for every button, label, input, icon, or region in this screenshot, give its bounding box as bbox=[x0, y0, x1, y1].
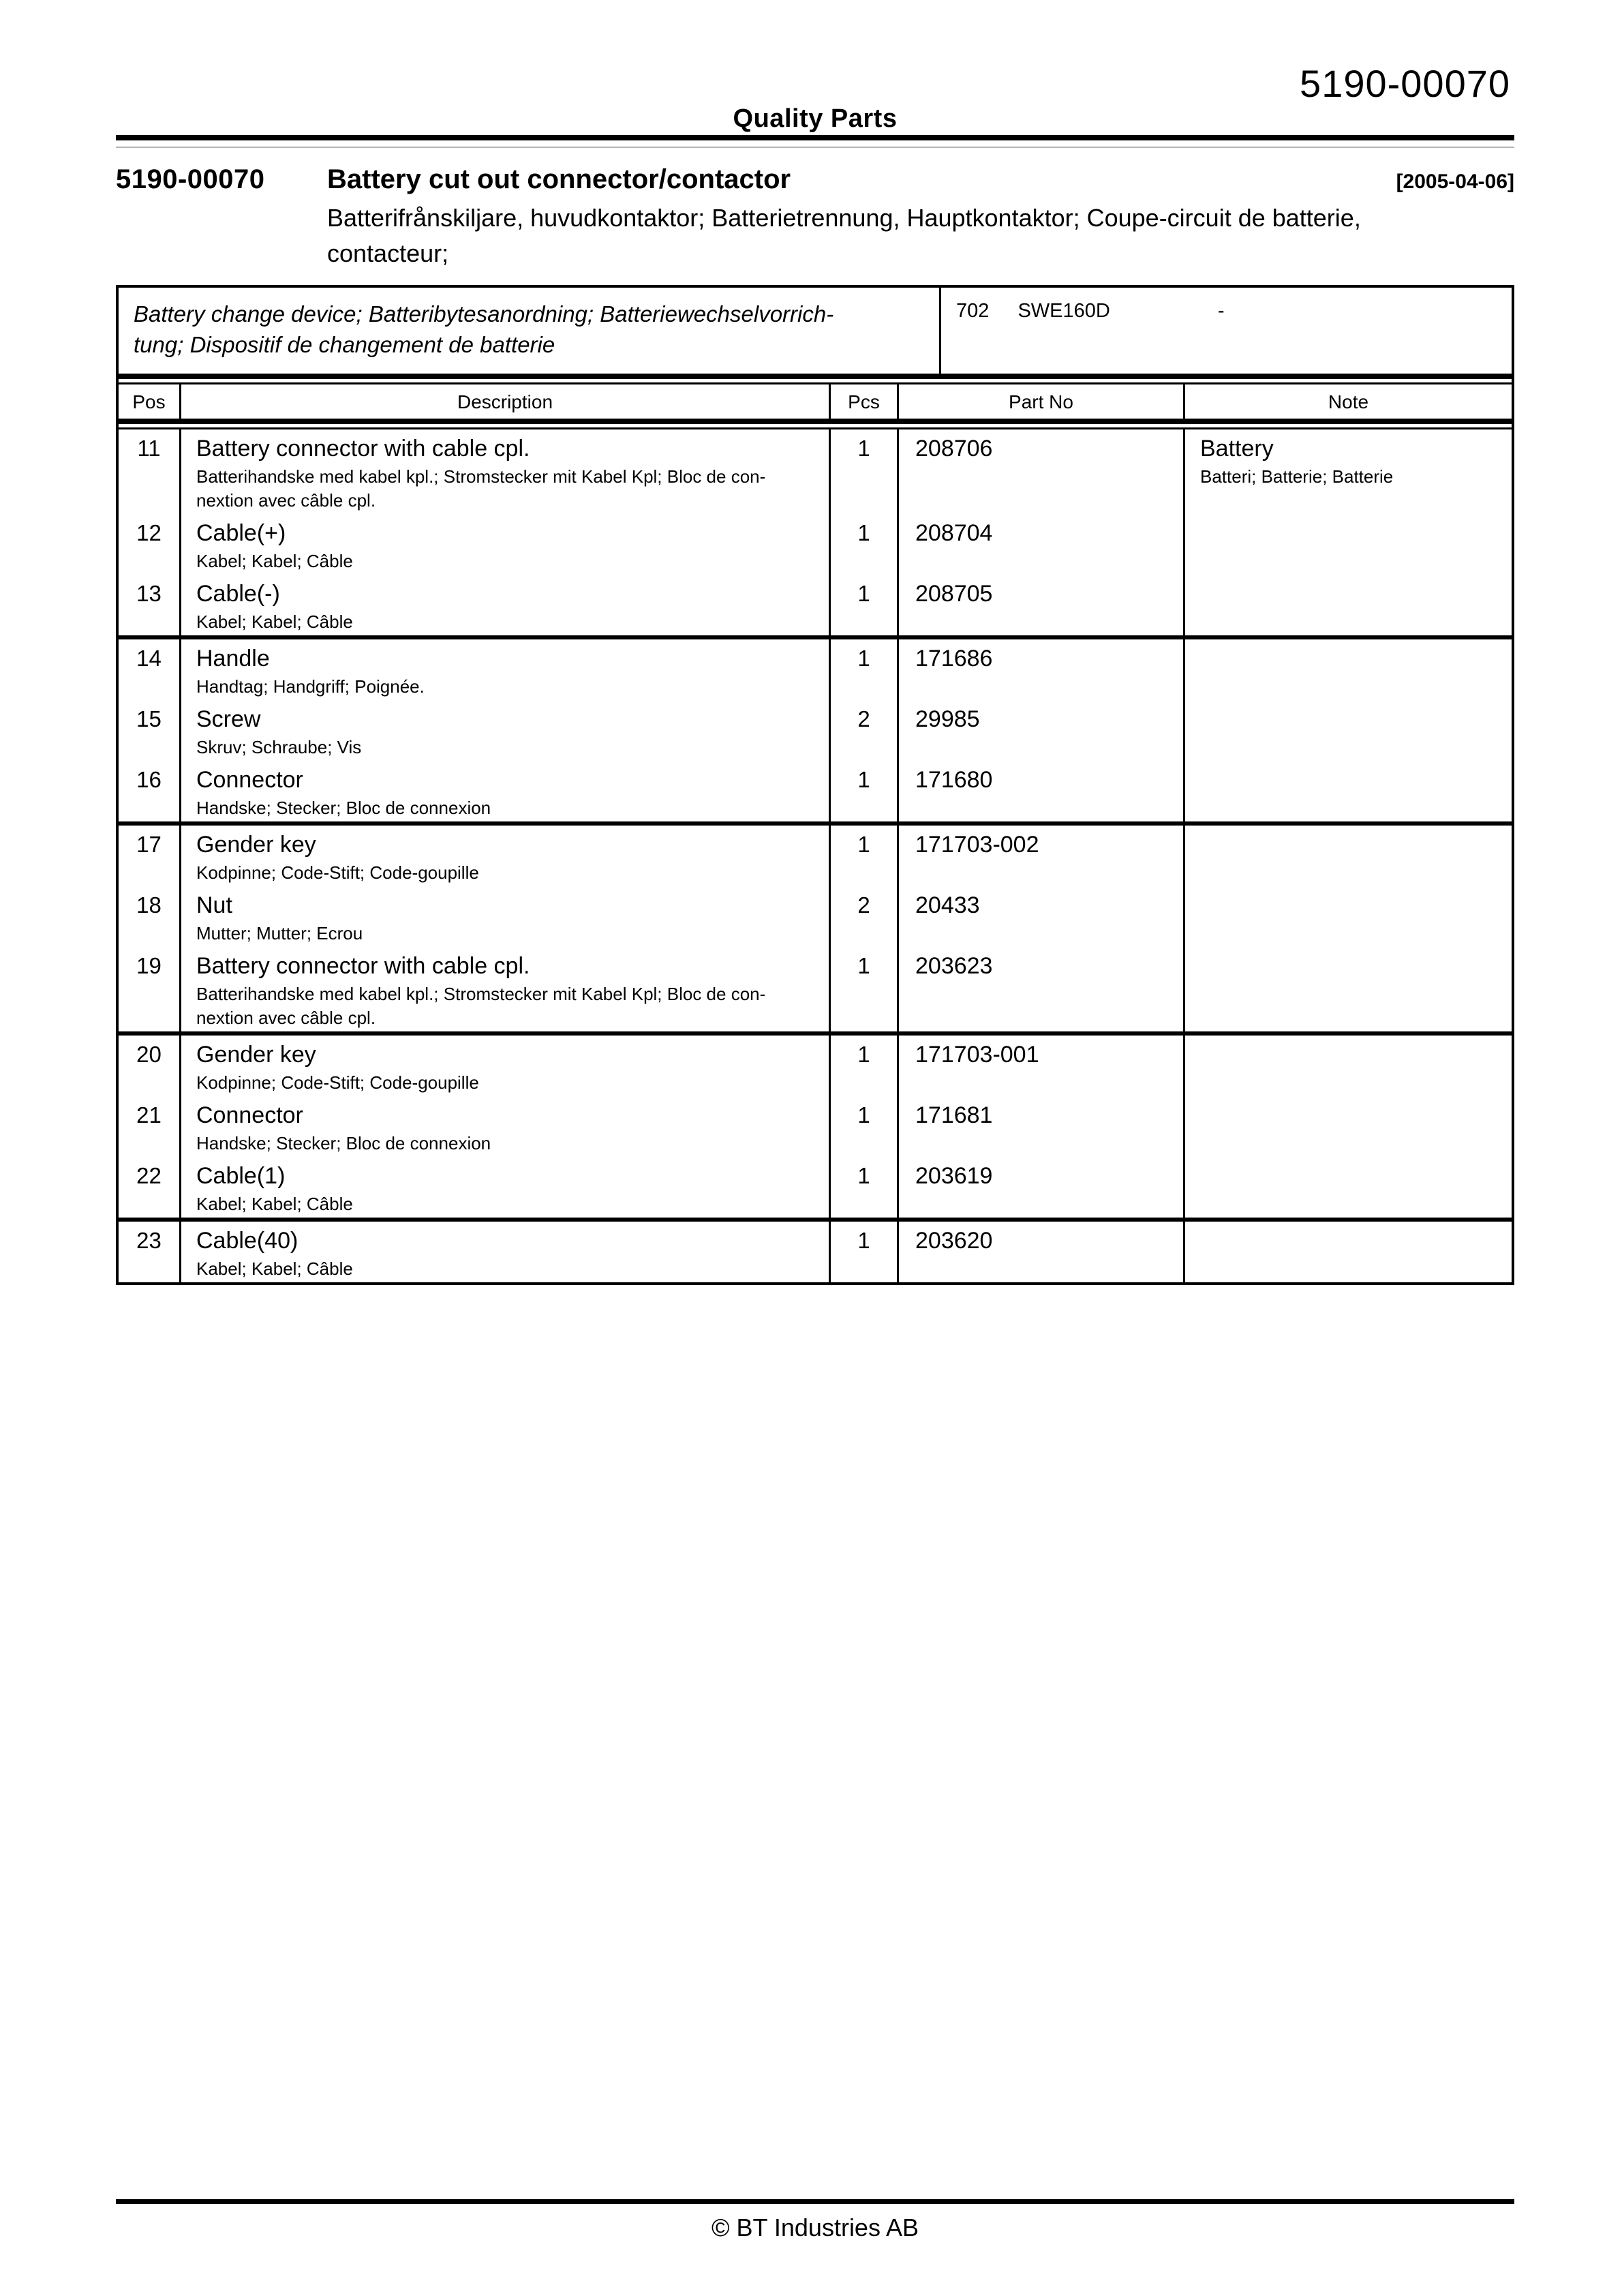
table-row bbox=[119, 429, 1512, 514]
assembly-description-line: tung; Dispositif de changement de batterie bbox=[134, 332, 555, 357]
description-translations bbox=[196, 465, 804, 513]
description-translation-line: Skruv; Schraube; Vis bbox=[196, 737, 362, 757]
title-block bbox=[116, 164, 1514, 271]
table-row bbox=[119, 826, 1512, 886]
row-pos: 22 bbox=[119, 1157, 181, 1218]
description-translations bbox=[196, 610, 804, 634]
table-row-group bbox=[119, 1222, 1512, 1282]
row-pos: 19 bbox=[119, 947, 181, 1031]
description-translation-line: Kabel; Kabel; Câble bbox=[196, 1194, 353, 1214]
row-description bbox=[181, 639, 831, 700]
description-main: Connector bbox=[196, 767, 303, 793]
note-translations: Batteri; Batterie; Batterie bbox=[1200, 466, 1394, 487]
description-main: Screw bbox=[196, 706, 261, 732]
row-part-no: 171681 bbox=[899, 1096, 1185, 1157]
row-pos: 20 bbox=[119, 1036, 181, 1096]
row-description bbox=[181, 947, 831, 1031]
description-main: Cable(-) bbox=[196, 581, 280, 607]
description-main: Cable(+) bbox=[196, 520, 286, 546]
row-pos: 12 bbox=[119, 514, 181, 575]
table-row-group bbox=[119, 429, 1512, 639]
row-description bbox=[181, 1096, 831, 1157]
description-translations bbox=[196, 796, 804, 820]
description-translation-line: Handske; Stecker; Bloc de connexion bbox=[196, 1133, 491, 1153]
col-header-pos: Pos bbox=[119, 384, 181, 419]
table-row bbox=[119, 639, 1512, 700]
table-row bbox=[119, 761, 1512, 821]
row-part-no: 208706 bbox=[899, 429, 1185, 514]
col-header-pcs: Pcs bbox=[831, 384, 899, 419]
page-footer bbox=[116, 2199, 1514, 2242]
table-row bbox=[119, 886, 1512, 947]
doc-number-top-right: 5190-00070 bbox=[1300, 62, 1510, 105]
row-pcs: 1 bbox=[831, 639, 899, 700]
row-note bbox=[1185, 886, 1512, 947]
page-header-title: Quality Parts bbox=[733, 104, 898, 133]
row-note bbox=[1185, 575, 1512, 635]
description-translations bbox=[196, 1071, 804, 1095]
description-main: Battery connector with cable cpl. bbox=[196, 953, 530, 979]
row-note bbox=[1185, 826, 1512, 886]
table-row bbox=[119, 1036, 1512, 1096]
revision-date: [2005-04-06] bbox=[1396, 170, 1514, 193]
description-translation-line: Mutter; Mutter; Ecrou bbox=[196, 923, 363, 943]
row-description bbox=[181, 700, 831, 761]
table-row-group bbox=[119, 639, 1512, 826]
page-content bbox=[116, 0, 1514, 1285]
row-description bbox=[181, 826, 831, 886]
assembly-dash: - bbox=[1217, 300, 1225, 322]
separator-line bbox=[119, 424, 1512, 429]
row-pos: 16 bbox=[119, 761, 181, 821]
description-translation-line: nextion avec câble cpl. bbox=[196, 490, 376, 511]
assembly-model: SWE160D bbox=[1017, 300, 1110, 322]
row-note bbox=[1185, 1096, 1512, 1157]
description-translations bbox=[196, 549, 804, 573]
row-pcs: 1 bbox=[831, 514, 899, 575]
description-translation-line: Batterihandske med kabel kpl.; Stromstecker mit Kabel Kpl; Bloc de con- bbox=[196, 984, 766, 1004]
row-part-no: 203623 bbox=[899, 947, 1185, 1031]
description-main: Gender key bbox=[196, 1042, 316, 1068]
row-note bbox=[1185, 1157, 1512, 1218]
description-translation-line: Kabel; Kabel; Câble bbox=[196, 611, 353, 632]
row-note bbox=[1185, 429, 1512, 514]
row-part-no: 171680 bbox=[899, 761, 1185, 821]
row-note bbox=[1185, 1036, 1512, 1096]
row-note bbox=[1185, 947, 1512, 1031]
col-header-note: Note bbox=[1328, 391, 1369, 412]
row-part-no: 203619 bbox=[899, 1157, 1185, 1218]
row-part-no: 208704 bbox=[899, 514, 1185, 575]
row-note bbox=[1185, 761, 1512, 821]
row-description bbox=[181, 1157, 831, 1218]
description-translations bbox=[196, 861, 804, 885]
subtitle-line: Batterifrånskiljare, huvudkontaktor; Batterietrennung, Hauptkontaktor; Coupe-circuit de batterie, bbox=[327, 204, 1361, 232]
description-translation-line: Kodpinne; Code-Stift; Code-goupille bbox=[196, 1072, 479, 1093]
section-number: 5190-00070 bbox=[116, 164, 265, 194]
row-pos: 23 bbox=[119, 1222, 181, 1282]
row-description bbox=[181, 429, 831, 514]
row-note bbox=[1185, 514, 1512, 575]
description-translations bbox=[196, 1257, 804, 1281]
description-translation-line: Handtag; Handgriff; Poignée. bbox=[196, 676, 425, 697]
table-group-header bbox=[119, 288, 1512, 379]
assembly-code: 702 bbox=[956, 300, 990, 322]
table-row bbox=[119, 1157, 1512, 1218]
description-main: Cable(1) bbox=[196, 1163, 286, 1189]
row-pos: 17 bbox=[119, 826, 181, 886]
col-header-partno: Part No bbox=[899, 384, 1185, 419]
description-translation-line: Kabel; Kabel; Câble bbox=[196, 1258, 353, 1279]
copyright: © BT Industries AB bbox=[711, 2214, 919, 2241]
description-main: Handle bbox=[196, 646, 270, 671]
table-column-headers bbox=[119, 384, 1512, 424]
row-pos: 14 bbox=[119, 639, 181, 700]
description-translation-line: Batterihandske med kabel kpl.; Stromstecker mit Kabel Kpl; Bloc de con- bbox=[196, 466, 766, 487]
description-translation-line: Handske; Stecker; Bloc de connexion bbox=[196, 798, 491, 818]
table-row bbox=[119, 1096, 1512, 1157]
subtitle-line: contacteur; bbox=[327, 239, 449, 267]
table-body bbox=[119, 429, 1512, 1282]
row-part-no: 29985 bbox=[899, 700, 1185, 761]
row-pcs: 1 bbox=[831, 1157, 899, 1218]
row-description bbox=[181, 761, 831, 821]
row-description bbox=[181, 575, 831, 635]
row-note bbox=[1185, 639, 1512, 700]
description-main: Gender key bbox=[196, 832, 316, 858]
parts-table bbox=[116, 285, 1514, 1285]
description-translations bbox=[196, 982, 804, 1030]
assembly-description bbox=[119, 288, 941, 374]
page-subtitle bbox=[327, 200, 1514, 271]
note-main: Battery bbox=[1200, 436, 1274, 462]
row-note bbox=[1185, 1222, 1512, 1282]
row-part-no: 171686 bbox=[899, 639, 1185, 700]
row-pos: 11 bbox=[119, 429, 181, 514]
row-description bbox=[181, 514, 831, 575]
assembly-meta bbox=[941, 288, 1512, 374]
header-rule bbox=[116, 135, 1514, 140]
footer-rule bbox=[116, 2199, 1514, 2204]
row-pos: 18 bbox=[119, 886, 181, 947]
row-part-no: 20433 bbox=[899, 886, 1185, 947]
row-part-no: 203620 bbox=[899, 1222, 1185, 1282]
title-row bbox=[116, 164, 1514, 195]
row-pcs: 1 bbox=[831, 1036, 899, 1096]
description-translation-line: Kabel; Kabel; Câble bbox=[196, 551, 353, 571]
row-pcs: 1 bbox=[831, 1096, 899, 1157]
description-translations bbox=[196, 1192, 804, 1216]
separator-line bbox=[119, 379, 1512, 384]
table-row-group bbox=[119, 826, 1512, 1036]
description-main: Battery connector with cable cpl. bbox=[196, 436, 530, 462]
row-part-no: 171703-002 bbox=[899, 826, 1185, 886]
description-translations bbox=[196, 1132, 804, 1155]
row-part-no: 208705 bbox=[899, 575, 1185, 635]
row-pcs: 1 bbox=[831, 826, 899, 886]
row-description bbox=[181, 1222, 831, 1282]
table-row bbox=[119, 947, 1512, 1031]
description-translations bbox=[196, 736, 804, 759]
table-row-group bbox=[119, 1036, 1512, 1222]
page-title: Battery cut out connector/contactor bbox=[327, 164, 791, 194]
description-main: Nut bbox=[196, 892, 232, 918]
row-pos: 13 bbox=[119, 575, 181, 635]
row-pcs: 1 bbox=[831, 429, 899, 514]
description-translation-line: Kodpinne; Code-Stift; Code-goupille bbox=[196, 862, 479, 883]
row-pcs: 2 bbox=[831, 700, 899, 761]
row-note bbox=[1185, 700, 1512, 761]
row-pcs: 1 bbox=[831, 947, 899, 1031]
description-translations bbox=[196, 675, 804, 699]
description-translation-line: nextion avec câble cpl. bbox=[196, 1008, 376, 1028]
row-pcs: 1 bbox=[831, 1222, 899, 1282]
table-row bbox=[119, 575, 1512, 635]
col-header-description: Description bbox=[181, 384, 831, 419]
table-row bbox=[119, 1222, 1512, 1282]
row-pos: 15 bbox=[119, 700, 181, 761]
row-part-no: 171703-001 bbox=[899, 1036, 1185, 1096]
row-pcs: 1 bbox=[831, 761, 899, 821]
header-rule-shadow bbox=[116, 140, 1514, 148]
row-pcs: 2 bbox=[831, 886, 899, 947]
row-description bbox=[181, 886, 831, 947]
description-main: Connector bbox=[196, 1102, 303, 1128]
table-row bbox=[119, 514, 1512, 575]
description-translations bbox=[196, 922, 804, 946]
row-pos: 21 bbox=[119, 1096, 181, 1157]
table-row bbox=[119, 700, 1512, 761]
description-main: Cable(40) bbox=[196, 1228, 299, 1254]
row-description bbox=[181, 1036, 831, 1096]
page-header bbox=[116, 63, 1514, 135]
assembly-description-line: Battery change device; Batteribytesanordning; Batteriewechselvorrich- bbox=[134, 301, 834, 327]
row-pcs: 1 bbox=[831, 575, 899, 635]
